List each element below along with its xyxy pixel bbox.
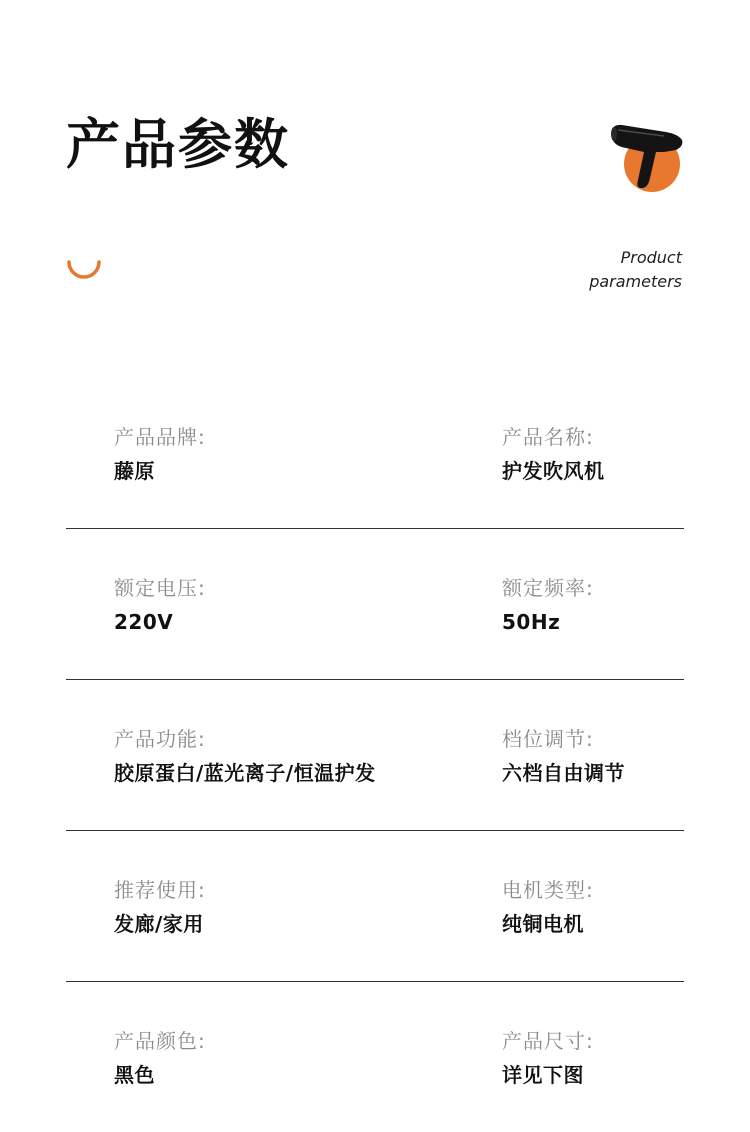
subtitle-line-2: parameters <box>589 272 682 291</box>
params-table <box>66 402 684 1132</box>
param-cell <box>114 877 206 937</box>
param-cell <box>502 575 594 635</box>
param-value: 护发吹风机 <box>502 459 605 483</box>
param-label: 产品颜色: <box>114 1029 206 1053</box>
param-cell <box>114 726 376 786</box>
subtitle <box>589 246 682 294</box>
hair-dryer-icon <box>606 118 690 198</box>
param-cell <box>502 1028 594 1088</box>
param-row <box>66 402 684 529</box>
param-row <box>66 855 684 982</box>
param-cell <box>114 575 206 635</box>
param-value: 胶原蛋白/蓝光离子/恒温护发 <box>114 761 376 785</box>
param-row <box>66 553 684 680</box>
subtitle-line-1: Product <box>620 248 682 267</box>
param-row <box>66 704 684 831</box>
param-cell <box>114 424 206 484</box>
param-value: 六档自由调节 <box>502 761 625 785</box>
param-value: 黑色 <box>114 1063 155 1087</box>
param-label: 额定电压: <box>114 576 206 600</box>
param-label: 产品功能: <box>114 727 206 751</box>
param-value: 220V <box>114 610 174 634</box>
param-value: 纯铜电机 <box>502 912 584 936</box>
param-label: 档位调节: <box>502 727 594 751</box>
param-label: 产品尺寸: <box>502 1029 594 1053</box>
param-label: 产品品牌: <box>114 425 206 449</box>
param-cell <box>502 877 594 937</box>
param-label: 推荐使用: <box>114 878 206 902</box>
param-cell <box>502 424 605 484</box>
page-title: 产品参数 <box>66 113 290 176</box>
param-value: 详见下图 <box>502 1063 584 1087</box>
param-cell <box>502 726 625 786</box>
param-cell <box>114 1028 206 1088</box>
param-value: 发廊/家用 <box>114 912 204 936</box>
param-value: 藤原 <box>114 459 155 483</box>
param-row <box>66 1006 684 1132</box>
arc-icon <box>66 258 102 280</box>
param-value: 50Hz <box>502 610 561 634</box>
param-label: 电机类型: <box>502 878 594 902</box>
param-label: 产品名称: <box>502 425 594 449</box>
param-label: 额定频率: <box>502 576 594 600</box>
